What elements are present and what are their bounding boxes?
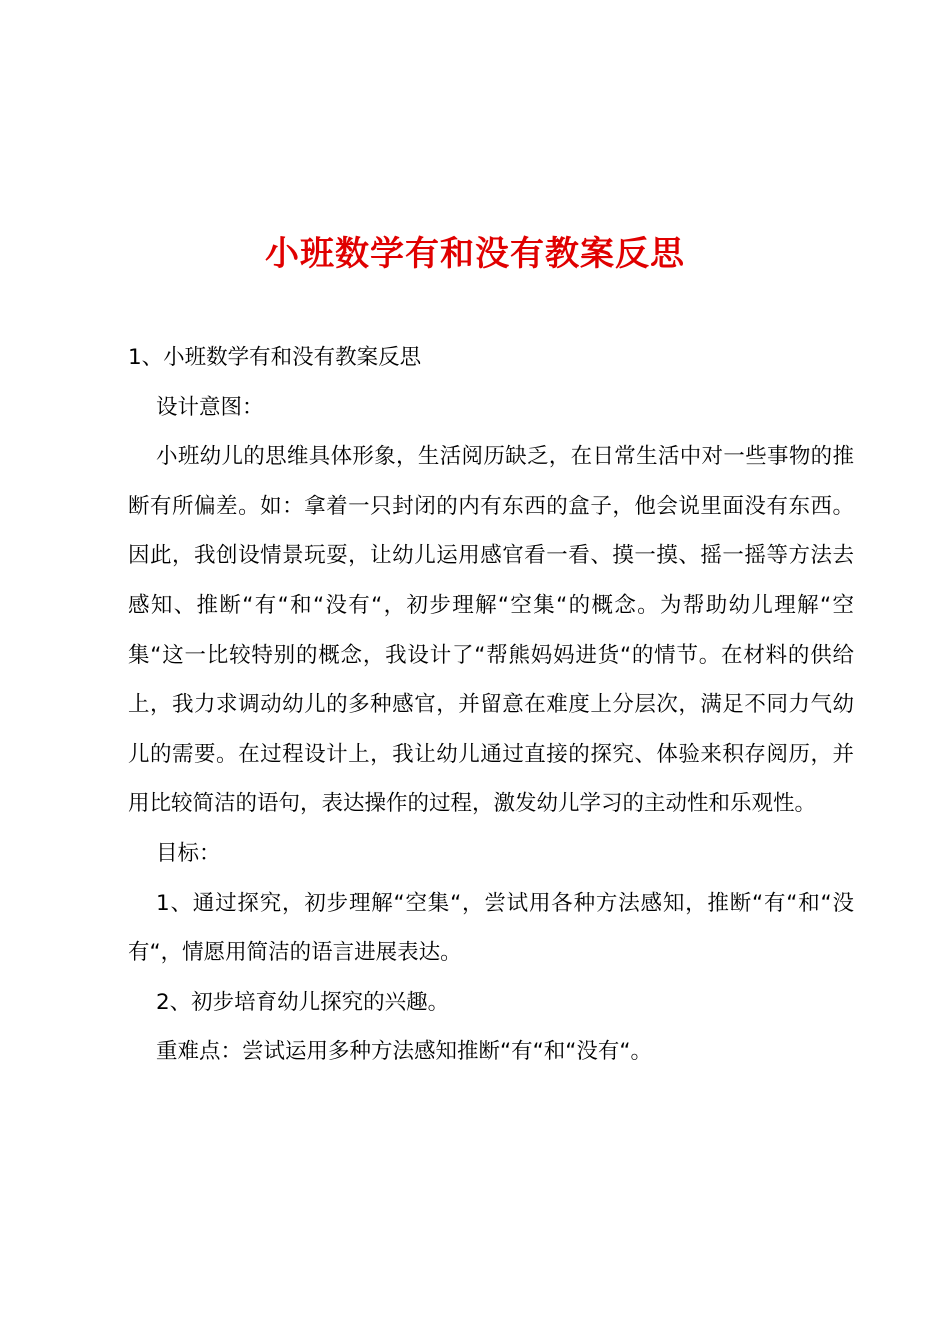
- document-body: [128, 333, 854, 1077]
- goal-item-1: 1、通过探究，初步理解“空集“，尝试用各种方法感知，推断“有“和“没有“，情愿用简洁的语言进展表达。: [128, 890, 854, 966]
- design-intent-paragraph: 小班幼儿的思维具体形象，生活阅历缺乏，在日常生活中对一些事物的推断有所偏差。如：拿着一只封闭的内有东西的盒子，他会说里面没有东西。因此，我创设情景玩耍，让幼儿运用感官看一看、摸一摸、摇一摇等方法去感知、推断“有“和“没有“，初步理解“空集“的概念。为帮助幼儿理解“空集“这一比较特别的概念，我设计了“帮熊妈妈进货“的情节。在材料的供给上，我力求调动幼儿的多种感官，并留意在难度上分层次，满足不同力气幼儿的需要。在过程设计上，我让幼儿通过直接的探究、体验来积存阅历，并用比较简洁的语句，表达操作的过程，激发幼儿学习的主动性和乐观性。: [128, 444, 854, 817]
- design-intent-label: 设计意图：: [156, 394, 264, 420]
- document-title: 小班数学有和没有教案反思: [265, 233, 685, 274]
- goals-label: 目标：: [156, 840, 221, 866]
- section-heading: 1、小班数学有和没有教案反思: [128, 345, 422, 370]
- goal-item-2: 2、初步培育幼儿探究的兴趣。: [156, 989, 450, 1015]
- key-difficulty: 重难点：尝试运用多种方法感知推断“有“和“没有“。: [156, 1039, 653, 1065]
